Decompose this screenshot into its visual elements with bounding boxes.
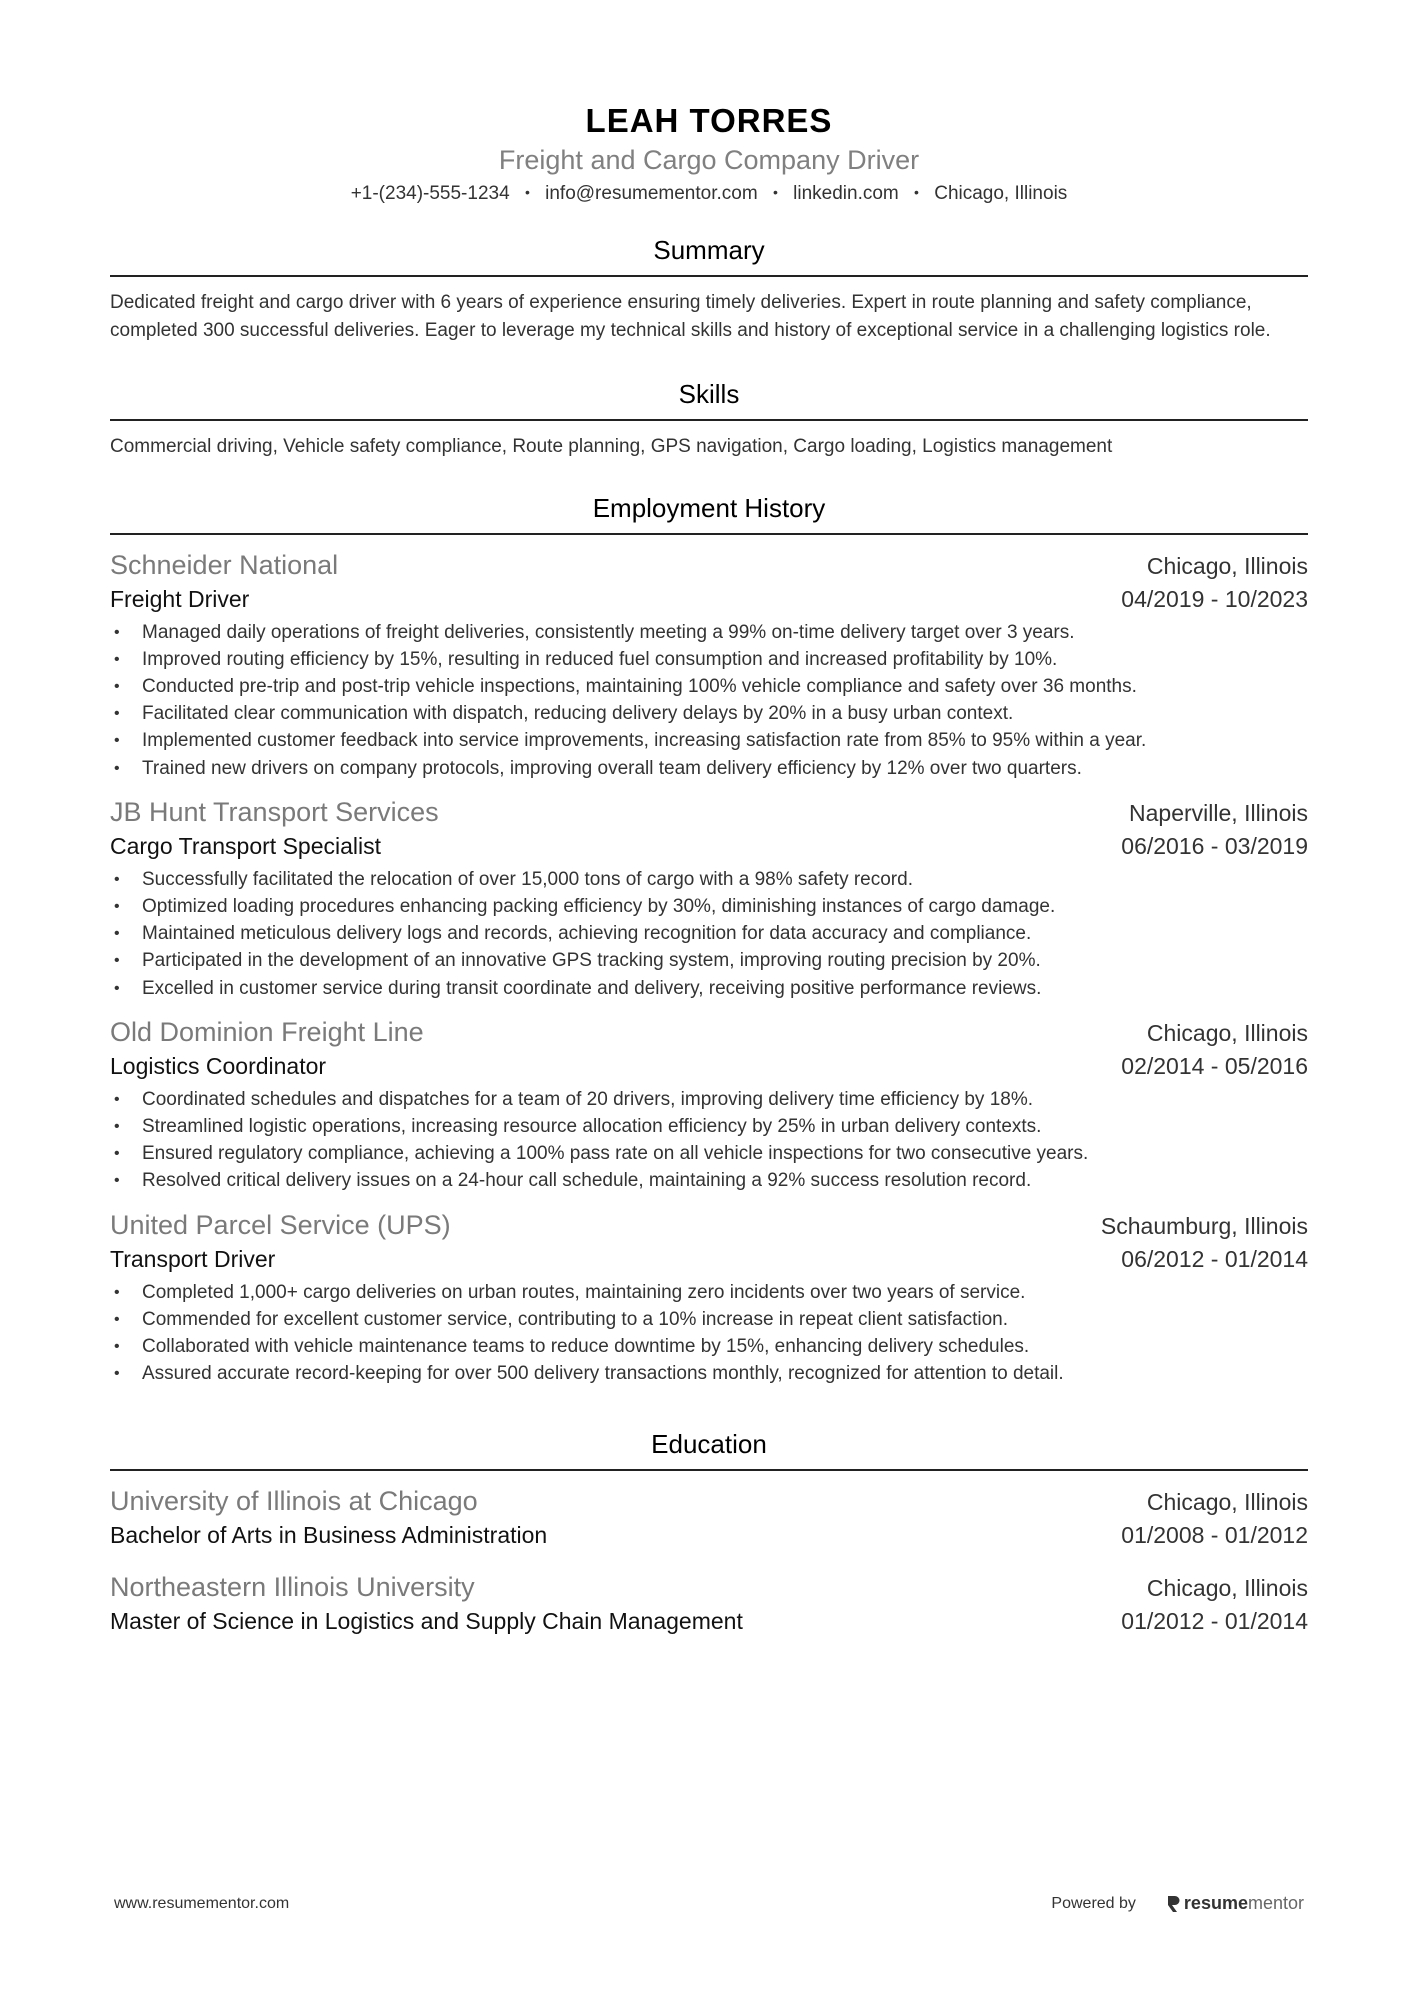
education-entry bbox=[110, 1569, 1308, 1637]
resumementor-logo-icon bbox=[1166, 1895, 1180, 1913]
job-entry bbox=[110, 1207, 1308, 1388]
education-school: Northeastern Illinois University bbox=[110, 1572, 475, 1603]
job-bullet: • Facilitated clear communication with dispatch, reducing delivery delays by 20% in a busy urban context. bbox=[110, 700, 1308, 727]
footer-branding bbox=[1051, 1893, 1304, 1914]
job-bullet-list bbox=[110, 866, 1308, 1002]
job-company: United Parcel Service (UPS) bbox=[110, 1209, 451, 1240]
skills-heading: Skills bbox=[110, 377, 1308, 421]
powered-by-label: Powered by bbox=[1051, 1894, 1136, 1912]
job-bullet: • Commended for excellent customer service, contributing to a 10% increase in repeat client satisfaction. bbox=[110, 1306, 1308, 1333]
education-location: Chicago, Illinois bbox=[1146, 1489, 1308, 1516]
job-bullet-list bbox=[110, 619, 1308, 782]
job-bullet-list bbox=[110, 1086, 1308, 1195]
job-bullet: • Collaborated with vehicle maintenance teams to reduce downtime by 15%, enhancing delivery schedules. bbox=[110, 1333, 1308, 1360]
job-location: Chicago, Illinois bbox=[1146, 552, 1308, 579]
contact-separator: • bbox=[524, 184, 530, 200]
job-bullet: • Maintained meticulous delivery logs and records, achieving recognition for data accuracy and compliance. bbox=[110, 920, 1308, 947]
job-entry bbox=[110, 547, 1308, 782]
education-school: University of Illinois at Chicago bbox=[110, 1486, 478, 1517]
job-position: Freight Driver bbox=[110, 585, 250, 612]
education-degree: Bachelor of Arts in Business Administration bbox=[110, 1522, 548, 1549]
job-dates: 06/2016 - 03/2019 bbox=[1121, 832, 1308, 859]
job-location: Schaumburg, Illinois bbox=[1100, 1212, 1308, 1239]
contact-linkedin[interactable]: linkedin.com bbox=[793, 183, 899, 204]
footer-website-link[interactable]: www.resumementor.com bbox=[114, 1894, 290, 1912]
job-bullet: • Assured accurate record-keeping for over 500 delivery transactions monthly, recognized for attention to detail. bbox=[110, 1360, 1308, 1387]
brand-light-part: mentor bbox=[1247, 1893, 1304, 1913]
job-position: Cargo Transport Specialist bbox=[110, 832, 382, 859]
job-dates: 02/2014 - 05/2016 bbox=[1121, 1052, 1308, 1079]
job-bullet: • Excelled in customer service during transit coordinate and delivery, receiving positive performance reviews. bbox=[110, 975, 1308, 1002]
job-bullet: • Resolved critical delivery issues on a 24-hour call schedule, maintaining a 92% success resolution record. bbox=[110, 1167, 1308, 1194]
job-bullet: • Optimized loading procedures enhancing packing efficiency by 30%, diminishing instances of cargo damage. bbox=[110, 893, 1308, 920]
contact-location: Chicago, Illinois bbox=[934, 183, 1068, 204]
education-location: Chicago, Illinois bbox=[1146, 1575, 1308, 1602]
job-bullet: • Completed 1,000+ cargo deliveries on urban routes, maintaining zero incidents over two years of service. bbox=[110, 1279, 1308, 1306]
education-heading: Education bbox=[110, 1427, 1308, 1471]
job-position: Logistics Coordinator bbox=[110, 1052, 327, 1079]
job-bullet: • Conducted pre-trip and post-trip vehicle inspections, maintaining 100% vehicle compliance and safety over 36 months. bbox=[110, 673, 1308, 700]
contact-separator: • bbox=[772, 184, 778, 200]
job-bullet: • Coordinated schedules and dispatches for a team of 20 drivers, improving delivery time efficiency by 18%. bbox=[110, 1086, 1308, 1113]
job-bullet: • Managed daily operations of freight deliveries, consistently meeting a 99% on-time delivery target over 3 years. bbox=[110, 619, 1308, 646]
job-bullet: • Trained new drivers on company protocols, improving overall team delivery efficiency by 12% over two quarters. bbox=[110, 755, 1308, 782]
skills-text: Commercial driving, Vehicle safety compliance, Route planning, GPS navigation, Cargo loading, Logistics management bbox=[110, 436, 1113, 457]
job-company: JB Hunt Transport Services bbox=[110, 796, 439, 827]
contact-line bbox=[110, 178, 1308, 208]
contact-email[interactable]: info@resumementor.com bbox=[545, 183, 758, 204]
contact-separator: • bbox=[914, 184, 919, 200]
job-company: Schneider National bbox=[110, 549, 339, 580]
education-dates: 01/2008 - 01/2012 bbox=[1121, 1522, 1308, 1549]
resume-page bbox=[110, 0, 1308, 1637]
job-entry bbox=[110, 794, 1308, 1002]
job-company: Old Dominion Freight Line bbox=[110, 1016, 424, 1047]
education-entry bbox=[110, 1483, 1308, 1551]
education-degree: Master of Science in Logistics and Supply Chain Management bbox=[110, 1608, 743, 1635]
job-location: Chicago, Illinois bbox=[1146, 1019, 1308, 1046]
employment-heading: Employment History bbox=[110, 491, 1308, 535]
candidate-role: Freight and Cargo Company Driver bbox=[498, 145, 920, 175]
job-bullet: • Participated in the development of an innovative GPS tracking system, improving routing precision by 20%. bbox=[110, 947, 1308, 974]
brand-wordmark bbox=[1184, 1893, 1304, 1914]
job-dates: 06/2012 - 01/2014 bbox=[1121, 1245, 1308, 1272]
job-dates: 04/2019 - 10/2023 bbox=[1121, 585, 1308, 612]
page-footer bbox=[114, 1893, 1304, 1914]
candidate-name: LEAH TORRES bbox=[585, 102, 833, 139]
resumementor-logo[interactable] bbox=[1166, 1893, 1304, 1914]
contact-phone: +1-(234)-555-1234 bbox=[350, 183, 510, 204]
job-position: Transport Driver bbox=[110, 1245, 276, 1272]
brand-bold-part: resume bbox=[1183, 1893, 1248, 1913]
job-bullet: • Improved routing efficiency by 15%, resulting in reduced fuel consumption and increased profitability by 10%. bbox=[110, 646, 1308, 673]
summary-text: Dedicated freight and cargo driver with 6 years of experience ensuring timely deliveries. Expert in route planning and safety compliance, completed 300 successful deliveries. Eager to leverage my technical skills and history of exceptional service in a challenging logistics role. bbox=[110, 292, 1271, 341]
job-bullet: • Ensured regulatory compliance, achieving a 100% pass rate on all vehicle inspections for two consecutive years. bbox=[110, 1140, 1308, 1167]
job-bullet: • Successfully facilitated the relocation of over 15,000 tons of cargo with a 98% safety record. bbox=[110, 866, 1308, 893]
education-dates: 01/2012 - 01/2014 bbox=[1121, 1608, 1308, 1635]
job-location: Naperville, Illinois bbox=[1129, 799, 1308, 826]
job-bullet: • Streamlined logistic operations, increasing resource allocation efficiency by 25% in urban delivery contexts. bbox=[110, 1113, 1308, 1140]
summary-heading: Summary bbox=[110, 233, 1308, 277]
job-bullet-list bbox=[110, 1279, 1308, 1388]
resume-header bbox=[110, 0, 1308, 208]
job-entry bbox=[110, 1014, 1308, 1195]
job-bullet: • Implemented customer feedback into service improvements, increasing satisfaction rate from 85% to 95% within a year. bbox=[110, 727, 1308, 754]
